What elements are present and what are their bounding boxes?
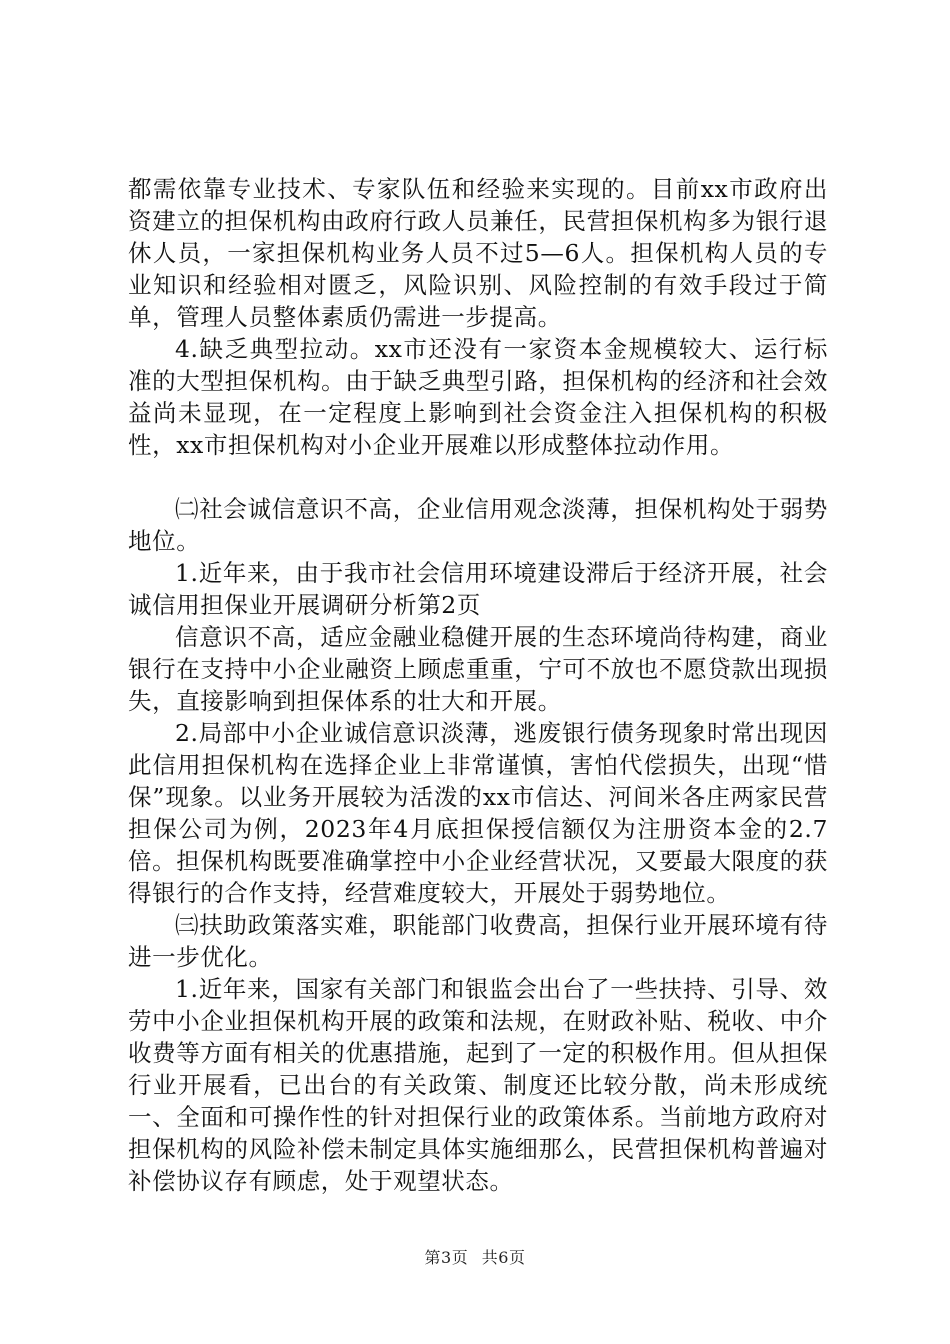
paragraph-item-4: 4.缺乏典型拉动。xx市还没有一家资本金规模较大、运行标准的大型担保机构。由于缺乏典型引路，担保机构的经济和社会效益尚未显现，在一定程度上影响到社会资金注入担保机构的积极性，xx市担保机构对小企业开展难以形成整体拉动作用。 — [128, 335, 828, 459]
paragraph-item-2: 2.局部中小企业诚信意识淡薄，逃废银行债务现象时常出现因此信用担保机构在选择企业上非常谨慎，害怕代偿损失，出现“惜保”现象。以业务开展较为活泼的xx市信达、河间米各庄两家民营担保公司为例，2023年4月底担保授信额仅为注册资本金的2.7倍。担保机构既要准确掌控中小企业经营状况，又要最大限度的获得银行的合作支持，经营难度较大，开展处于弱势地位。 — [128, 719, 828, 907]
paragraph-spacer — [128, 461, 828, 493]
paragraph-item-1-policy: 1.近年来，国家有关部门和银监会出台了一些扶持、引导、效劳中小企业担保机构开展的政策和法规，在财政补贴、税收、中介收费等方面有相关的优惠措施，起到了一定的积极作用。但从担保行业开展看，已出台的有关政策、制度还比较分散，尚未形成统一、全面和可操作性的针对担保行业的政策体系。当前地方政府对担保机构的风险补偿未制定具体实施细那么，民营担保机构普遍对补偿协议存有顾虑，处于观望状态。 — [128, 975, 828, 1195]
page-total: 共6页 — [481, 1248, 526, 1267]
section-heading-3: ㈢扶助政策落实难，职能部门收费高，担保行业开展环境有待进一步优化。 — [128, 911, 828, 971]
document-body — [128, 173, 828, 1197]
paragraph-continued: 都需依靠专业技术、专家队伍和经验来实现的。目前xx市政府出资建立的担保机构由政府行政人员兼任，民营担保机构多为银行退休人员，一家担保机构业务人员不过5—6人。担保机构人员的专业知识和经验相对匮乏，风险识别、风险控制的有效手段过于简单，管理人员整体素质仍需进一步提高。 — [128, 175, 828, 331]
paragraph-continued-2: 信意识不高，适应金融业稳健开展的生态环境尚待构建，商业银行在支持中小企业融资上顾虑重重，宁可不放也不愿贷款出现损失，直接影响到担保体系的壮大和开展。 — [128, 623, 828, 715]
section-heading-2: ㈡社会诚信意识不高，企业信用观念淡薄，担保机构处于弱势地位。 — [128, 495, 828, 555]
page-number: 第3页 — [424, 1248, 469, 1267]
page-footer — [0, 1248, 950, 1268]
paragraph-item-1: 1.近年来，由于我市社会信用环境建设滞后于经济开展，社会诚信用担保业开展调研分析第2页 — [128, 559, 828, 619]
